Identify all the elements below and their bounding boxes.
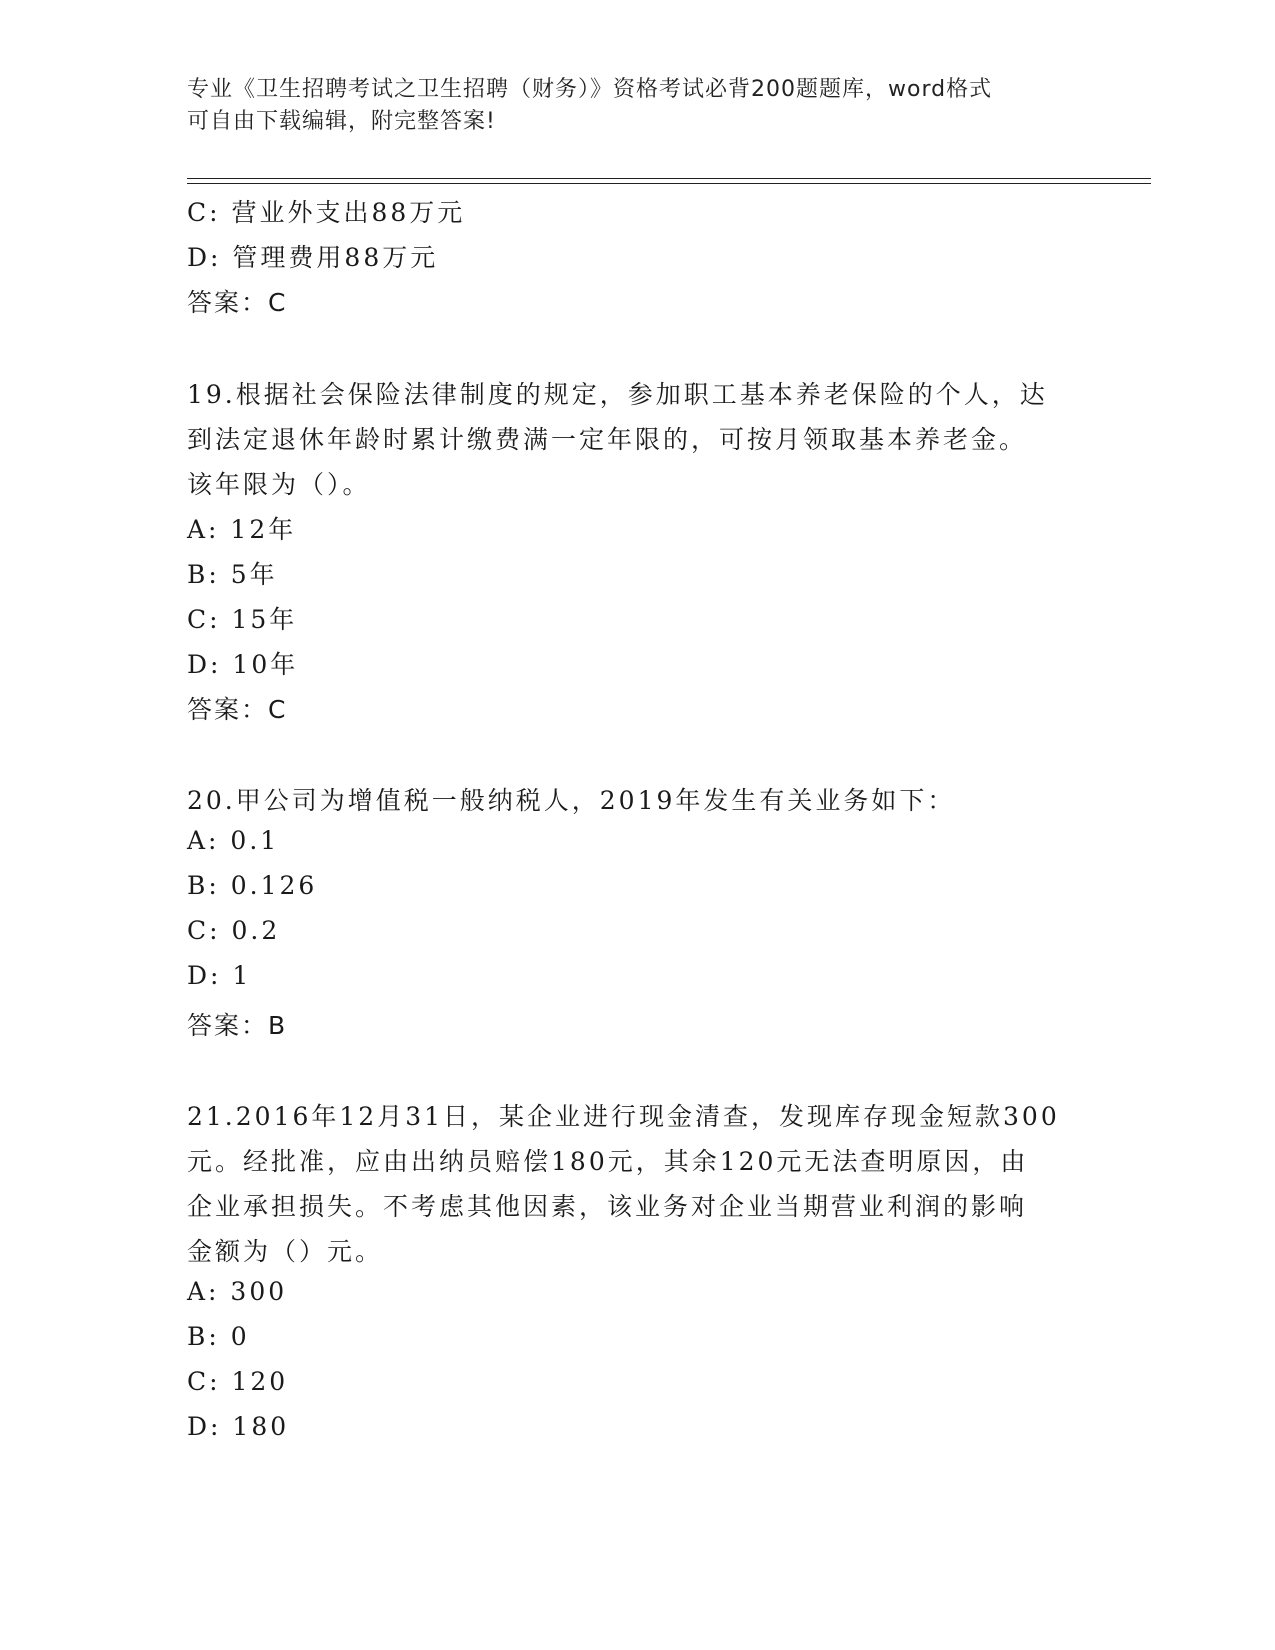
q21-option-a: A: 300 bbox=[187, 1277, 288, 1306]
q19-option-b: B: 5年 bbox=[187, 560, 278, 589]
q20-option-c: C: 0.2 bbox=[187, 916, 281, 945]
header-line-1: 专业《卫生招聘考试之卫生招聘（财务）》资格考试必背200题题库，word格式 bbox=[187, 77, 993, 102]
q20-option-d: D: 1 bbox=[187, 961, 252, 990]
q19-stem-line-2: 到法定退休年龄时累计缴费满一定年限的，可按月领取基本养老金。 bbox=[187, 425, 1028, 454]
q20-stem-line-1: 20.甲公司为增值税一般纳税人，2019年发生有关业务如下： bbox=[187, 786, 956, 815]
document-header bbox=[187, 74, 1087, 138]
q18-answer: 答案：C bbox=[187, 288, 288, 317]
q21-option-d: D: 180 bbox=[187, 1412, 290, 1441]
q18-option-c: C: 营业外支出88万元 bbox=[187, 198, 466, 227]
header-divider-top bbox=[187, 178, 1151, 179]
q20-answer: 答案：B bbox=[187, 1011, 288, 1040]
q20-option-b: B: 0.126 bbox=[187, 871, 318, 900]
q19-option-c: C: 15年 bbox=[187, 605, 298, 634]
q20-option-a: A: 0.1 bbox=[187, 826, 280, 855]
q21-stem-line-2: 元。经批准，应由出纳员赔偿180元，其余120元无法查明原因，由 bbox=[187, 1147, 1029, 1176]
q19-option-d: D: 10年 bbox=[187, 650, 299, 679]
header-divider-bottom bbox=[187, 183, 1151, 184]
q19-stem-line-1: 19.根据社会保险法律制度的规定，参加职工基本养老保险的个人，达 bbox=[187, 380, 1048, 409]
q21-option-b: B: 0 bbox=[187, 1322, 250, 1351]
q21-stem-line-3: 企业承担损失。不考虑其他因素，该业务对企业当期营业利润的影响 bbox=[187, 1192, 1028, 1221]
q21-option-c: C: 120 bbox=[187, 1367, 289, 1396]
q19-answer: 答案：C bbox=[187, 695, 288, 724]
header-line-2: 可自由下载编辑，附完整答案! bbox=[187, 109, 496, 134]
q21-stem-line-1: 21.2016年12月31日，某企业进行现金清查，发现库存现金短款300 bbox=[187, 1102, 1060, 1131]
q18-option-d: D: 管理费用88万元 bbox=[187, 243, 439, 272]
q19-stem-line-3: 该年限为（）。 bbox=[187, 470, 371, 499]
q19-option-a: A: 12年 bbox=[187, 515, 297, 544]
q21-stem-line-4: 金额为（）元。 bbox=[187, 1237, 384, 1266]
